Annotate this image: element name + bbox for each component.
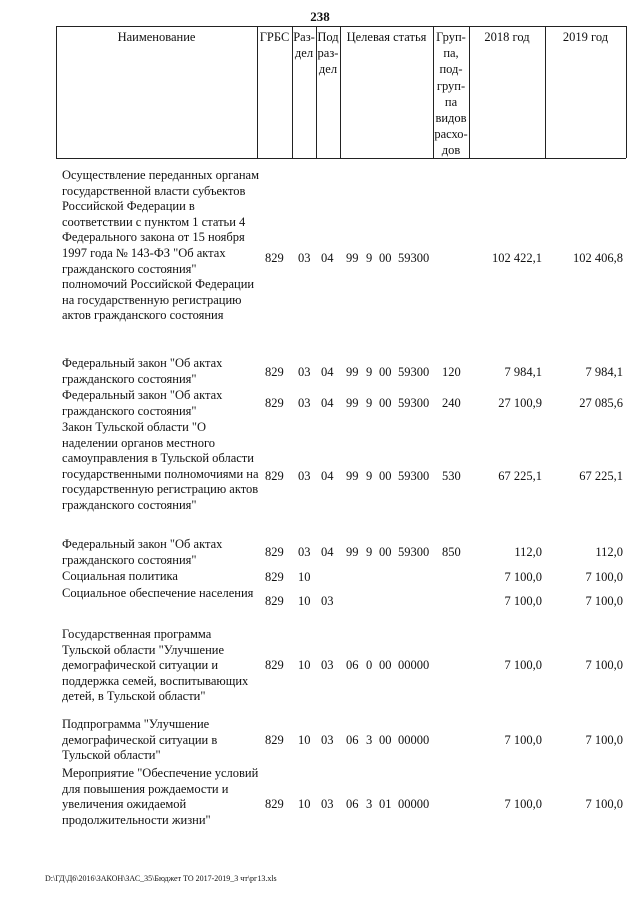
row-target-2: 3 xyxy=(366,733,373,747)
header-group xyxy=(433,29,469,159)
header-top-rule xyxy=(56,26,626,27)
row-name: Мероприятие "Обеспечение условий для повышения рождаемости и увеличения ожидаемой продолжительности жизни" xyxy=(62,766,259,827)
row-grbs: 829 xyxy=(265,570,284,584)
column-rule xyxy=(545,26,546,158)
row-2018: 112,0 xyxy=(514,545,542,559)
row-podrazdel: 03 xyxy=(321,733,334,747)
row-target-3: 01 xyxy=(379,797,392,811)
row-razdel: 03 xyxy=(298,469,311,483)
header-target: Целевая статья xyxy=(346,30,427,44)
row-target-3: 00 xyxy=(379,545,392,559)
row-podrazdel: 04 xyxy=(321,365,334,379)
header-podrazdel-line: дел xyxy=(318,62,338,77)
row-name: Федеральный закон "Об актах гражданского состояния" xyxy=(62,388,223,418)
row-2019: 7 100,0 xyxy=(585,570,623,584)
row-razdel: 10 xyxy=(298,733,311,747)
row-2019: 102 406,8 xyxy=(573,251,623,265)
column-rule xyxy=(626,26,627,158)
header-razdel-line: дел xyxy=(294,46,314,61)
row-target-2: 9 xyxy=(366,545,373,559)
row-target-3: 00 xyxy=(379,733,392,747)
row-grbs: 829 xyxy=(265,251,284,265)
header-grbs: ГРБС xyxy=(259,30,290,44)
row-razdel: 03 xyxy=(298,365,311,379)
row-2019: 7 100,0 xyxy=(585,658,623,672)
row-podrazdel: 04 xyxy=(321,396,334,410)
header-podrazdel xyxy=(316,29,340,78)
row-group: 120 xyxy=(442,365,461,379)
row-target-4: 59300 xyxy=(398,365,430,379)
row-grbs: 829 xyxy=(265,797,284,811)
row-2019: 27 085,6 xyxy=(579,396,623,410)
row-grbs: 829 xyxy=(265,545,284,559)
row-target-1: 06 xyxy=(346,797,359,811)
header-razdel xyxy=(292,29,316,61)
row-2019: 7 100,0 xyxy=(585,797,623,811)
row-group: 530 xyxy=(442,469,461,483)
header-group-line: па xyxy=(444,94,458,109)
row-name: Социальное обеспечение населения xyxy=(62,586,254,600)
row-name: Закон Тульской области "О наделении органов местного самоуправления в Тульской области государственными полномочиями на государственную регистрацию актов гражданского состояния" xyxy=(62,420,259,512)
header-group-line: па, xyxy=(443,46,459,61)
row-2019: 7 984,1 xyxy=(585,365,623,379)
row-group: 240 xyxy=(442,396,461,410)
header-group-line: видов xyxy=(435,111,467,126)
row-2018: 7 984,1 xyxy=(504,365,542,379)
row-grbs: 829 xyxy=(265,733,284,747)
header-razdel-line: Раз- xyxy=(293,30,315,44)
row-razdel: 10 xyxy=(298,570,311,584)
row-2019: 112,0 xyxy=(595,545,623,559)
row-grbs: 829 xyxy=(265,658,284,672)
file-path-footer: D:\ГД\Д6\2016\ЗАКОН\ЗАС_35\Бюджет ТО 2017-2019_3 чт\рг13.xls xyxy=(45,874,277,883)
row-2019: 67 225,1 xyxy=(579,469,623,483)
row-razdel: 03 xyxy=(298,396,311,410)
header-2019: 2019 год xyxy=(562,30,609,44)
row-2018: 67 225,1 xyxy=(498,469,542,483)
row-target-4: 59300 xyxy=(398,545,430,559)
row-2018: 7 100,0 xyxy=(504,658,542,672)
header-group-line: под- xyxy=(439,62,463,77)
column-rule xyxy=(340,26,341,158)
row-target-4: 00000 xyxy=(398,658,430,672)
row-target-3: 00 xyxy=(379,365,392,379)
row-2018: 7 100,0 xyxy=(504,594,542,608)
row-razdel: 03 xyxy=(298,545,311,559)
row-razdel: 10 xyxy=(298,658,311,672)
row-target-1: 06 xyxy=(346,658,359,672)
row-target-1: 99 xyxy=(346,396,359,410)
page-number: 238 xyxy=(310,9,330,24)
row-2018: 27 100,9 xyxy=(498,396,542,410)
row-target-3: 00 xyxy=(379,396,392,410)
row-podrazdel: 03 xyxy=(321,797,334,811)
row-target-1: 99 xyxy=(346,469,359,483)
row-2019: 7 100,0 xyxy=(585,733,623,747)
row-2018: 102 422,1 xyxy=(492,251,542,265)
row-target-2: 9 xyxy=(366,396,373,410)
row-target-2: 9 xyxy=(366,365,373,379)
row-target-4: 59300 xyxy=(398,469,430,483)
column-rule xyxy=(469,26,470,158)
header-2018: 2018 год xyxy=(484,30,530,44)
row-target-1: 06 xyxy=(346,733,359,747)
row-2018: 7 100,0 xyxy=(504,797,542,811)
row-name: Социальная политика xyxy=(62,569,178,583)
header-group-line: дов xyxy=(441,143,461,158)
row-target-4: 59300 xyxy=(398,251,430,265)
row-target-2: 0 xyxy=(366,658,373,672)
row-target-4: 00000 xyxy=(398,797,430,811)
header-podrazdel-line: раз- xyxy=(317,46,339,61)
row-grbs: 829 xyxy=(265,594,284,608)
row-podrazdel: 04 xyxy=(321,545,334,559)
row-grbs: 829 xyxy=(265,469,284,483)
row-target-1: 99 xyxy=(346,545,359,559)
row-target-3: 00 xyxy=(379,658,392,672)
row-podrazdel: 04 xyxy=(321,469,334,483)
row-target-2: 9 xyxy=(366,469,373,483)
row-target-4: 00000 xyxy=(398,733,430,747)
row-target-3: 00 xyxy=(379,251,392,265)
row-name: Федеральный закон "Об актах гражданского состояния" xyxy=(62,537,223,567)
row-podrazdel: 03 xyxy=(321,658,334,672)
row-2018: 7 100,0 xyxy=(504,570,542,584)
row-2019: 7 100,0 xyxy=(585,594,623,608)
header-group-line: расхо- xyxy=(434,127,468,142)
row-name: Осуществление переданных органам государственной власти субъектов Российской Федерации в соответствии с пунктом 1 статьи 4 Федерального закона от 15 ноября 1997 года № 143-ФЗ "Об актах гражданского состояния" полномочий Российской Федерации на государственную регистрацию актов гражданского состояния xyxy=(62,168,259,323)
header-group-line: груп- xyxy=(436,78,466,93)
row-podrazdel: 04 xyxy=(321,251,334,265)
row-target-3: 00 xyxy=(379,469,392,483)
row-target-4: 59300 xyxy=(398,396,430,410)
header-group-line: Груп- xyxy=(436,30,466,44)
header-podrazdel-line: Под xyxy=(317,30,339,44)
header-name: Наименование xyxy=(117,30,196,44)
row-name: Федеральный закон "Об актах гражданского состояния" xyxy=(62,356,223,386)
row-group: 850 xyxy=(442,545,461,559)
row-2018: 7 100,0 xyxy=(504,733,542,747)
row-razdel: 03 xyxy=(298,251,311,265)
row-grbs: 829 xyxy=(265,365,284,379)
header-bottom-rule xyxy=(56,158,626,159)
row-target-1: 99 xyxy=(346,365,359,379)
row-grbs: 829 xyxy=(265,396,284,410)
column-rule xyxy=(56,26,57,158)
row-razdel: 10 xyxy=(298,594,311,608)
row-razdel: 10 xyxy=(298,797,311,811)
row-target-2: 9 xyxy=(366,251,373,265)
row-name: Подпрограмма "Улучшение демографической ситуации в Тульской области" xyxy=(62,717,218,763)
row-name: Государственная программа Тульской области "Улучшение демографической ситуации и поддержка семей, воспитывающих детей, в Тульской области" xyxy=(62,627,249,704)
row-podrazdel: 03 xyxy=(321,594,334,608)
row-target-1: 99 xyxy=(346,251,359,265)
column-rule xyxy=(257,26,258,158)
row-target-2: 3 xyxy=(366,797,373,811)
